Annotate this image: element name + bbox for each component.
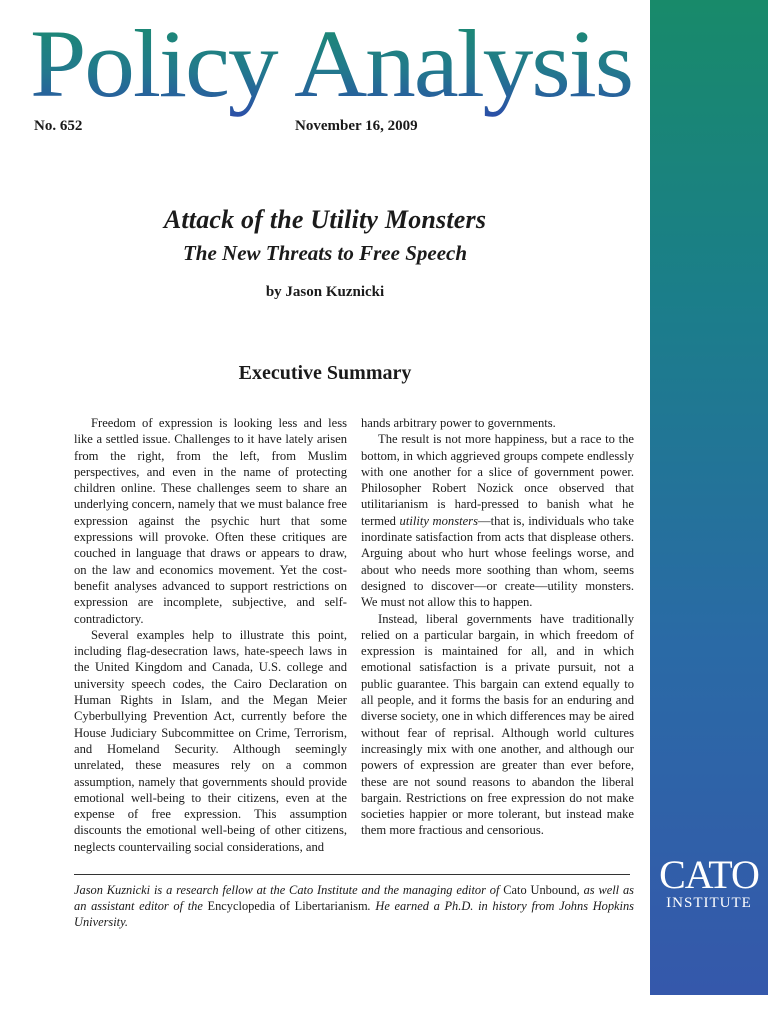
bio-text: . He earned a Ph.D. in history from Johns Hopkins University. — [74, 899, 634, 929]
masthead-logo — [30, 8, 650, 118]
issue-date: November 16, 2009 — [295, 118, 418, 134]
masthead-title: Policy Analysis — [30, 10, 632, 117]
paper-subtitle: The New Threats to Free Speech — [182, 241, 468, 265]
masthead — [30, 8, 650, 118]
paragraph-continuation: hands arbitrary power to governments. — [361, 416, 556, 430]
paragraph: Freedom of expression is looking less and less like a settled issue. Challenges to it have lately arisen from the right, from the left, from Muslim perspectives, and even in the name of protecting children online. These challenges seem to share an underlying concern, namely that we must balance free expression against the psychic hurt that some expressions will provoke. Often these critiques are couched in language that draws or appears to draw, on the law and economics movement. Yet the cost-benefit analyses advanced to support restrictions on expression are incomplete, subjective, and self-contradictory. — [74, 416, 347, 626]
logo-subtitle: INSTITUTE — [666, 895, 752, 911]
byline: by Jason Kuznicki — [265, 284, 385, 300]
paragraph: Several examples help to illustrate this point, including flag-desecration laws, hate-speech laws in the United Kingdom and Canada, U.S. college and university speech codes, the Cairo Declaration on Human Rights in Islam, and the Megan Meier Cyberbullying Prevention Act, currently before the House Judiciary Subcommittee on Crime, Terrorism, and Homeland Security. Although seemingly unrelated, these measures rely on a common assumption, namely that governments should provide emotional well-being to their citizens, even at the expense of free expression. This assumption discounts the emotional well-being of other citizens, neglects countervailing social considerations, and — [74, 627, 347, 854]
side-color-band — [650, 0, 768, 995]
body-column-left — [74, 415, 347, 855]
cato-institute-logo — [655, 852, 763, 911]
body-column-right — [361, 415, 634, 839]
publication-name: Cato Unbound — [503, 883, 577, 897]
paragraph: Instead, liberal governments have traditionally relied on a particular bargain, in which freedom of expression is maintained for all, and in which emotional satisfaction is a private pursuit, not a public guarantee. This bargain can extend equally to all people, and it forms the basis for an enduring and diverse society, one in which differences may be aired without fear of reprisal. Although world cultures increasingly mix with one another, and although our powers of expression are greater than ever before, these are not sound reasons to abandon the liberal bargain. Restrictions on free expression do not make societies happier or more tolerant, but instead make them more fractious and censorious. — [361, 611, 634, 838]
text-span: The result is not more happiness, but a race to the bottom, in which aggrieved groups compete endlessly with one another for a slice of government power. Philosopher Robert Nozick once observed that utilitarianism is hard-pressed to banish what he termed — [361, 432, 634, 528]
author-bio — [74, 882, 634, 930]
paper-title: Attack of the Utility Monsters — [163, 205, 487, 234]
issue-number: No. 652 — [34, 118, 83, 134]
bio-text: , as well as an assistant editor of the — [74, 883, 635, 913]
bio-text: Jason Kuznicki is a research fellow at the Cato Institute and the managing editor of — [74, 883, 504, 897]
publication-name: Encyclopedia of Libertarianism — [207, 899, 368, 913]
logo-word: CATO — [659, 852, 759, 897]
section-heading: Executive Summary — [238, 362, 412, 384]
emphasis: utility monsters — [399, 513, 478, 528]
text-span: —that is, individuals who take inordinate satisfaction from acts that displease others. Arguing about who hurt whose feelings worse, and about who needs more soothing than whom, seems designed to discover—or create—utility monsters. We must not allow this to happen. — [361, 513, 634, 610]
paragraph — [361, 431, 634, 610]
footnote-divider — [74, 874, 630, 875]
